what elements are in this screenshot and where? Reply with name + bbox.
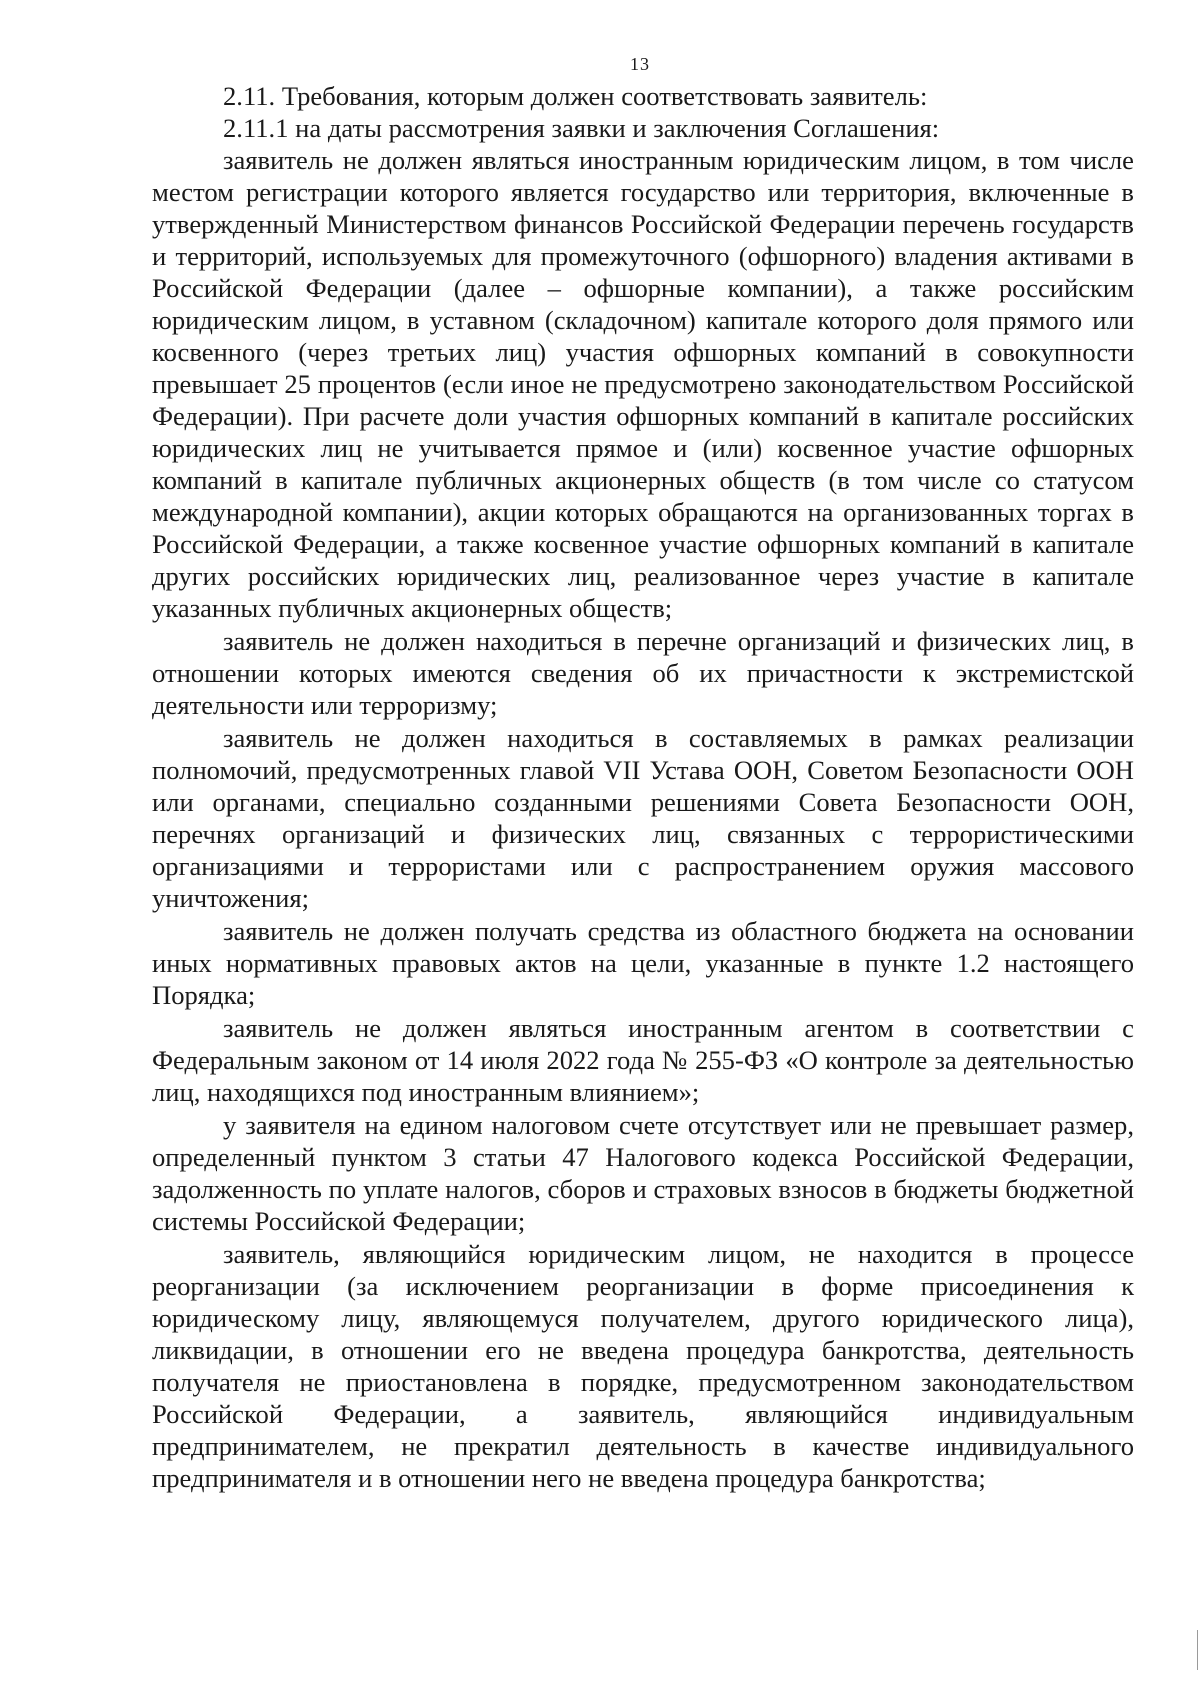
paragraph-tax-debt: у заявителя на едином налоговом счете отсутствует или не превышает размер, определенный пунктом 3 статьи 47 Налогового кодекса Российской Федерации, задолженность по уплате налогов, сборов и страховых взносов в бюджеты бюджетной системы Российской Федерации; [152,1110,1134,1236]
paragraph-regional-budget: заявитель не должен получать средства из областного бюджета на основании иных нормативных правовых актов на цели, указанные в пункте 1.2 настоящего Порядка; [152,916,1134,1010]
page-number: 13 [630,54,650,74]
paragraph-extremism-list: заявитель не должен находиться в перечне организаций и физических лиц, в отношении которых имеются сведения об их причастности к экстремистской деятельности или терроризму; [152,626,1134,720]
section-heading-2-11: 2.11. Требования, которым должен соответствовать заявитель: [223,81,928,111]
paragraph-offshore-requirement: заявитель не должен являться иностранным юридическим лицом, в том числе местом регистрации которого является государство или территория, включенные в утвержденный Министерством финансов Российской Федерации перечень государств и территорий, используемых для промежуточного (офшорного) владения активами в Российской Федерации (далее – офшорные компании), а также российским юридическим лицом, в уставном (складочном) капитале которого доля прямого или косвенного (через третьих лиц) участия офшорных компаний в совокупности превышает 25 процентов (если иное не предусмотрено законодательством Российской Федерации). При расчете доли участия офшорных компаний в капитале российских юридических лиц не учитывается прямое и (или) косвенное участие офшорных компаний в капитале публичных акционерных обществ (в том числе со статусом международной компании), акции которых обращаются на организованных торгах в Российской Федерации, а также косвенное участие офшорных компаний в капитале других российских юридических лиц, реализованное через участие в капитале указанных публичных акционерных обществ; [152,145,1134,623]
paragraph-un-sanctions-list: заявитель не должен находиться в составляемых в рамках реализации полномочий, предусмотренных главой VII Устава ООН, Советом Безопасности ООН или органами, специально созданными решениями Совета Безопасности ООН, перечнях организаций и физических лиц, связанных с террористическими организациями и террористами или с распространением оружия массового уничтожения; [152,723,1134,913]
paragraph-reorganization-bankruptcy: заявитель, являющийся юридическим лицом, не находится в процессе реорганизации (за исключением реорганизации в форме присоединения к юридическому лицу, являющемуся получателем, другого юридического лица), ликвидации, в отношении его не введена процедура банкротства, деятельность получателя не приостановлена в порядке, предусмотренном законодательством Российской Федерации, а заявитель, являющийся индивидуальным предпринимателем, не прекратил деятельность в качестве индивидуального предпринимателя и в отношении него не введена процедура банкротства; [152,1239,1134,1493]
paragraph-foreign-agent: заявитель не должен являться иностранным агентом в соответствии с Федеральным законом от 14 июля 2022 года № 255-ФЗ «О контроле за деятельностью лиц, находящихся под иностранным влиянием»; [152,1013,1134,1107]
document-body [152,80,1134,1494]
scan-edge-mark [1197,1630,1198,1670]
subsection-heading-2-11-1: 2.11.1 на даты рассмотрения заявки и заключения Соглашения: [223,113,940,143]
